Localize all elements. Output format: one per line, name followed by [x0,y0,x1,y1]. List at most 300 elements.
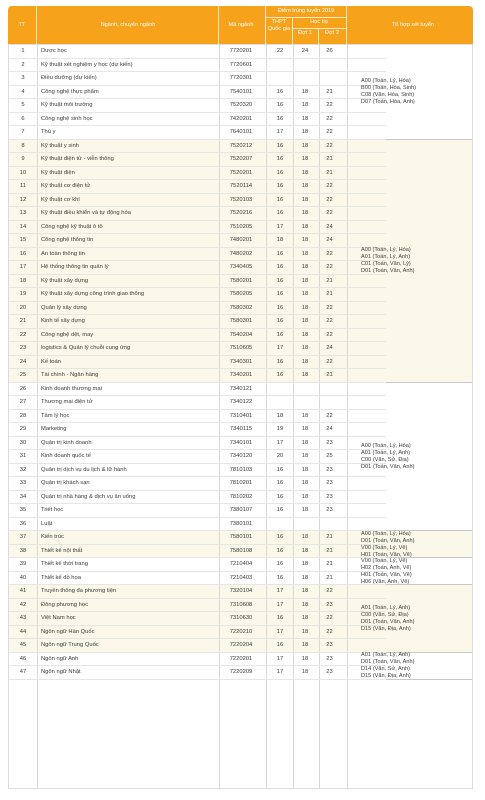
score-dot2: 23 [326,493,333,500]
score-dot2: 22 [326,183,333,189]
combo-line: H01 (Toán, Văn, Vẽ) [361,571,412,578]
major-name: Ngôn ngữ Nhật [41,669,81,675]
combo-line: V00 (Toán, Lý, Vẽ) [361,557,408,564]
major-name: Kỹ thuật xây dựng công trình giao thông [41,291,145,297]
score-dot1: 18 [301,466,309,473]
combo-line: H02 (Toán, Anh, Vẽ) [361,564,412,571]
score-thpt: 16 [276,183,284,189]
score-dot2: 22 [326,304,333,311]
score-thpt: 16 [276,561,284,567]
score-thpt: 16 [276,534,284,540]
major-name: Kỹ thuật điều khiển và tự động hóa [41,210,131,216]
row-number: 39 [19,561,27,567]
score-dot1: 18 [301,426,309,432]
row-number: 26 [19,385,27,392]
score-thpt: 16 [276,156,284,162]
row-number: 29 [19,426,27,432]
major-code: 7580108 [229,547,253,554]
score-dot2: 22 [326,331,333,338]
combo-line: D07 (Toán, Hóa, Anh) [361,99,415,106]
major-code: 7540204 [229,331,253,338]
score-dot1: 18 [301,574,309,581]
score-thpt: 16 [276,480,284,486]
combo-line: D01 (Toán, Văn, Anh) [361,537,415,544]
score-thpt: 22 [276,48,284,54]
header-divider [265,6,266,44]
combo-block [361,652,471,680]
major-code: 7480201 [229,237,253,243]
major-name: logistics & Quản lý chuỗi cung ứng [41,345,131,351]
table-row [9,153,472,167]
major-code: 7340122 [229,399,253,405]
major-name: Ngôn ngữ Trung Quốc [41,642,99,648]
score-dot2: 21 [326,88,333,95]
score-dot1: 18 [301,129,309,135]
score-thpt: 16 [276,574,284,581]
score-dot2: 21 [326,277,333,284]
table-body [8,44,473,789]
major-name: Công nghệ dệt, may [41,331,94,338]
combo-line: V00 (Toán, Lý, Vẽ) [361,544,408,551]
score-dot1: 18 [301,372,309,378]
row-number: 1 [21,48,25,54]
score-dot1: 18 [301,264,309,270]
major-code: 7520201 [229,169,253,176]
score-thpt: 17 [276,129,284,135]
major-code: 7810201 [229,480,253,486]
major-code: 7520114 [229,183,253,189]
score-thpt: 17 [276,345,284,351]
combo-line: D01 (Toán, Văn, Anh) [361,618,415,625]
row-number: 5 [21,102,25,108]
major-code: 7340115 [229,426,253,432]
major-name: Dược học [41,48,67,54]
combo-line: C00 (Văn, Sử, Địa) [361,611,409,618]
score-dot1: 18 [301,358,309,365]
major-code: 7340120 [229,453,253,459]
row-number: 8 [21,142,25,149]
row-number: 47 [19,669,27,675]
score-thpt: 17 [276,669,284,675]
header-divider [36,6,37,44]
combo-line: A00 (Toán, Lý, Hóa) [361,247,411,253]
header-divider [266,17,346,18]
table-row [9,59,472,73]
score-dot1: 18 [301,210,309,216]
combo-line: A01 (Toán, Lý, Anh) [361,604,411,611]
major-name: Kinh doanh quốc tế [41,453,91,459]
score-dot1: 18 [301,493,309,500]
score-dot2: 21 [326,547,333,554]
score-group-header: Điểm trúng tuyển 2019 [277,8,335,14]
row-number: 25 [19,372,27,378]
table-row [9,275,472,289]
score-dot2: 24 [326,426,333,432]
col-tt-header: TT [18,22,26,28]
table-row [9,207,472,221]
major-name: Kỹ thuật y sinh [41,142,80,149]
score-thpt: 20 [276,453,284,459]
major-name: Công nghệ thực phẩm [41,88,99,95]
combo-line: D01 (Toán, Văn, Anh) [361,463,415,470]
score-dot1: 18 [301,304,309,311]
header-divider [218,6,219,44]
header-divider [293,28,346,29]
score-thpt: 17 [276,588,284,594]
col-combo-header: Tổ hợp xét tuyển [391,22,435,28]
table-row [9,383,472,397]
major-name: Kỹ thuật xét nghiệm y học (dự kiến) [41,61,133,68]
score-dot2: 23 [326,642,333,648]
major-name: Kỹ thuật cơ khí [41,196,80,203]
major-code: 7720201 [229,48,253,54]
score-dot2: 22 [326,588,333,594]
major-code: 7340301 [229,358,253,365]
major-name: Kế toán [41,358,61,365]
major-code: 7420201 [229,115,253,122]
major-name: Quản lý xây dựng [41,304,87,311]
row-number: 27 [19,399,27,405]
table-row [9,180,472,194]
major-name: Hệ thống thông tin quản lý [41,264,109,270]
row-number: 32 [19,466,27,473]
score-dot2: 23 [326,466,333,473]
row-number: 11 [19,183,27,189]
major-code: 7520103 [229,196,253,203]
score-thpt: 16 [276,196,284,203]
major-code: 7810103 [229,466,253,473]
score-thpt: 17 [276,601,284,608]
row-number: 23 [19,345,27,351]
table-row [9,342,472,356]
combo-line: A00 (Toán, Lý, Hóa) [361,78,411,85]
score-dot1: 18 [301,655,309,662]
score-dot2: 24 [326,345,333,351]
major-code: 7520212 [229,142,253,149]
table-row [9,504,472,518]
score-dot2: 22 [326,412,333,419]
table-row [9,234,472,248]
row-number: 3 [21,75,25,81]
row-number: 38 [19,547,27,554]
major-name: Kỹ thuật xây dựng [41,277,89,284]
major-code: 7520216 [229,210,253,216]
header-divider [346,6,347,44]
table-row [9,423,472,437]
score-dot2: 22 [326,142,333,149]
table-row [9,288,472,302]
major-code: 7310401 [229,412,253,419]
table-row [9,45,472,59]
score-thpt: 16 [276,331,284,338]
combo-line: A01 (Toán, Lý, Anh) [361,449,411,456]
score-thpt: 16 [276,115,284,122]
score-dot2: 22 [326,318,333,324]
table-row [9,315,472,329]
row-number: 17 [19,264,27,270]
score-dot1: 18 [301,88,309,95]
score-dot1: 18 [301,480,309,486]
major-code: 7340101 [229,439,253,446]
major-name: Kiến trúc [41,534,64,540]
major-code: 7210404 [229,561,253,567]
major-code: 7580201 [229,277,253,284]
major-name: Thiết kế thời trang [41,561,88,567]
score-dot2: 22 [326,264,333,270]
combo-line: B00 (Toán, Hóa, Sinh) [361,85,417,92]
score-dot1: 18 [301,223,309,230]
score-dot2: 21 [326,291,333,297]
table-row [9,477,472,491]
row-number: 35 [19,507,27,513]
major-code: 7520207 [229,156,253,162]
combo-line: A01 (Toán, Lý, Anh) [361,254,411,260]
score-dot2: 21 [326,534,333,540]
score-thpt: 16 [276,210,284,216]
row-number: 44 [19,628,27,635]
score-dot2: 22 [326,615,333,621]
combo-block [361,78,471,106]
score-dot2: 21 [326,574,333,581]
col-thpt-header: THPT Quốc gia [267,19,291,32]
major-name: Công nghệ thông tin [41,237,94,243]
score-dot2: 24 [326,223,333,230]
score-dot1: 18 [301,318,309,324]
score-thpt: 16 [276,493,284,500]
major-name: Ngôn ngữ Anh [41,655,79,662]
row-number: 12 [19,196,27,203]
score-thpt: 16 [276,507,284,513]
score-dot1: 18 [301,615,309,621]
score-dot2: 21 [326,169,333,176]
major-name: Luật [41,520,53,527]
combo-block [361,531,471,559]
table-row [9,356,472,370]
major-name: Tài chính - Ngân hàng [41,372,99,378]
major-code: 7510605 [229,345,253,351]
table-row [9,639,472,653]
combo-line: D14 (Văn, Sử, Anh) [361,666,410,672]
col-dot2-header: Đợt 2 [325,30,339,36]
table-row [9,140,472,154]
major-name: Việt Nam học [41,615,76,621]
major-name: Đông phương học [41,601,89,608]
row-number: 45 [19,642,27,648]
score-dot2: 22 [326,210,333,216]
major-name: Thiết kế đồ họa [41,574,81,581]
score-dot2: 25 [326,453,333,459]
combo-block [361,443,471,471]
table-row [9,329,472,343]
major-name: Công nghệ kỹ thuật ô tô [41,223,103,230]
row-number: 2 [21,61,25,68]
score-thpt: 17 [276,628,284,635]
major-name: Thiết kế nội thất [41,547,83,554]
row-number: 34 [19,493,27,500]
row-number: 14 [19,223,27,230]
row-number: 24 [19,358,27,365]
score-dot2: 22 [326,115,333,122]
combo-line: H06 (Văn, Anh, Vẽ) [361,578,410,585]
score-dot2: 22 [326,196,333,203]
major-name: Quản trị khách sạn [41,480,90,486]
score-thpt: 17 [276,655,284,662]
major-code: 7810202 [229,493,253,500]
major-code: 7540101 [229,88,253,95]
score-thpt: 16 [276,250,284,257]
row-number: 6 [21,115,25,122]
score-dot2: 23 [326,480,333,486]
score-dot1: 18 [301,534,309,540]
table-row [9,126,472,140]
score-dot1: 18 [301,142,309,149]
score-dot1: 18 [301,345,309,351]
score-dot1: 18 [301,642,309,648]
score-dot1: 18 [301,601,309,608]
score-dot1: 18 [301,196,309,203]
major-name: Công nghệ sinh học [41,115,93,122]
major-code: 7220201 [229,655,253,662]
row-number: 9 [21,156,25,162]
row-number: 41 [19,588,27,594]
major-code: 7640101 [229,129,253,135]
major-name: Marketing [41,426,67,432]
combo-line: C00 (Văn, Sử, Địa) [361,456,409,463]
score-dot2: 22 [326,250,333,257]
score-thpt: 16 [276,642,284,648]
row-number: 15 [19,237,27,243]
table-row [9,113,472,127]
score-thpt: 16 [276,88,284,95]
score-thpt: 16 [276,102,284,108]
major-name: Quản trị dịch vụ du lịch & lữ hành [41,466,127,473]
score-thpt: 18 [276,237,284,243]
score-thpt: 19 [276,426,284,432]
header-divider [292,18,293,44]
major-name: Quản trị kinh doanh [41,439,92,446]
score-dot1: 18 [301,250,309,257]
score-thpt: 18 [276,412,284,419]
row-number: 31 [19,453,27,459]
score-dot2: 23 [326,439,333,446]
major-code: 7210403 [229,574,253,581]
row-number: 16 [19,250,27,257]
score-dot1: 24 [301,48,309,54]
score-thpt: 17 [276,439,284,446]
score-dot1: 18 [301,628,309,635]
row-number: 18 [19,277,27,284]
combo-line: D15 (Văn, Địa, Anh) [361,625,411,632]
header-divider [318,29,319,44]
major-code: 7340201 [229,372,253,378]
row-number: 42 [19,601,27,608]
combo-line: D15 (Văn, Địa, Anh) [361,673,411,679]
combo-line: C01 (Toán, Văn, Lý) [361,261,411,267]
major-name: Kỹ thuật điện tử - viễn thông [41,156,114,162]
score-dot2: 21 [326,156,333,162]
score-dot1: 18 [301,291,309,297]
row-number: 4 [21,88,25,95]
table-row [9,410,472,424]
major-code: 7340121 [229,385,253,392]
row-number: 30 [19,439,27,446]
major-name: Kinh tế xây dựng [41,318,85,324]
score-thpt: 16 [276,318,284,324]
table-row [9,518,472,532]
row-number: 20 [19,304,27,311]
row-number: 7 [21,129,25,135]
major-code: 7320104 [229,588,253,594]
score-dot1: 18 [301,561,309,567]
combo-line: D01 (Toán, Văn, Anh) [361,659,415,665]
score-dot2: 23 [326,655,333,662]
score-thpt: 16 [276,291,284,297]
major-code: 7480202 [229,250,253,257]
major-code: 7380101 [229,520,253,527]
score-thpt: 16 [276,466,284,473]
score-dot2: 21 [326,561,333,567]
col-hocba-header: Học bạ [310,19,328,25]
score-dot1: 18 [301,102,309,108]
table-row [9,194,472,208]
table-row [9,167,472,181]
major-code: 7720601 [229,61,253,68]
row-number: 40 [19,574,27,581]
score-dot2: 22 [326,129,333,135]
major-code: 7520320 [229,102,253,108]
score-dot2: 26 [326,48,333,54]
combo-line: C08 (Văn, Hóa, Sinh) [361,92,415,99]
score-thpt: 16 [276,169,284,176]
major-name: Điều dưỡng (dự kiến) [41,75,97,81]
score-thpt: 16 [276,304,284,311]
table-row [9,302,472,316]
score-dot1: 18 [301,439,309,446]
major-code: 7580302 [229,304,253,311]
score-dot2: 23 [326,601,333,608]
score-thpt: 16 [276,372,284,378]
combo-block [361,558,471,586]
score-thpt: 16 [276,142,284,149]
row-number: 10 [19,169,27,176]
major-code: 7220210 [229,628,253,635]
major-name: Ngôn ngữ Hàn Quốc [41,628,95,635]
score-thpt: 17 [276,223,284,230]
table-row [9,221,472,235]
score-thpt: 16 [276,547,284,554]
major-name: Quản trị nhà hàng & dịch vụ ăn uống [41,493,136,500]
row-number: 19 [19,291,27,297]
combo-line: H01 (Toán, Văn, Vẽ) [361,551,412,558]
row-number: 46 [19,655,27,662]
col-dot1-header: Đợt 1 [298,30,312,36]
score-thpt: 16 [276,264,284,270]
score-dot2: 21 [326,372,333,378]
major-name: Thú y [41,129,56,135]
major-code: 7510205 [229,223,253,230]
score-dot1: 18 [301,183,309,189]
major-name: Truyền thông đa phương tiện [41,588,117,594]
table-row [9,369,472,383]
major-code: 7380107 [229,507,253,513]
score-dot1: 18 [301,412,309,419]
score-dot1: 18 [301,156,309,162]
score-dot2: 24 [326,237,333,243]
score-dot1: 18 [301,115,309,122]
major-name: Kỹ thuật môi trường [41,102,93,108]
major-code: 7310608 [229,601,253,608]
score-thpt: 16 [276,615,284,621]
